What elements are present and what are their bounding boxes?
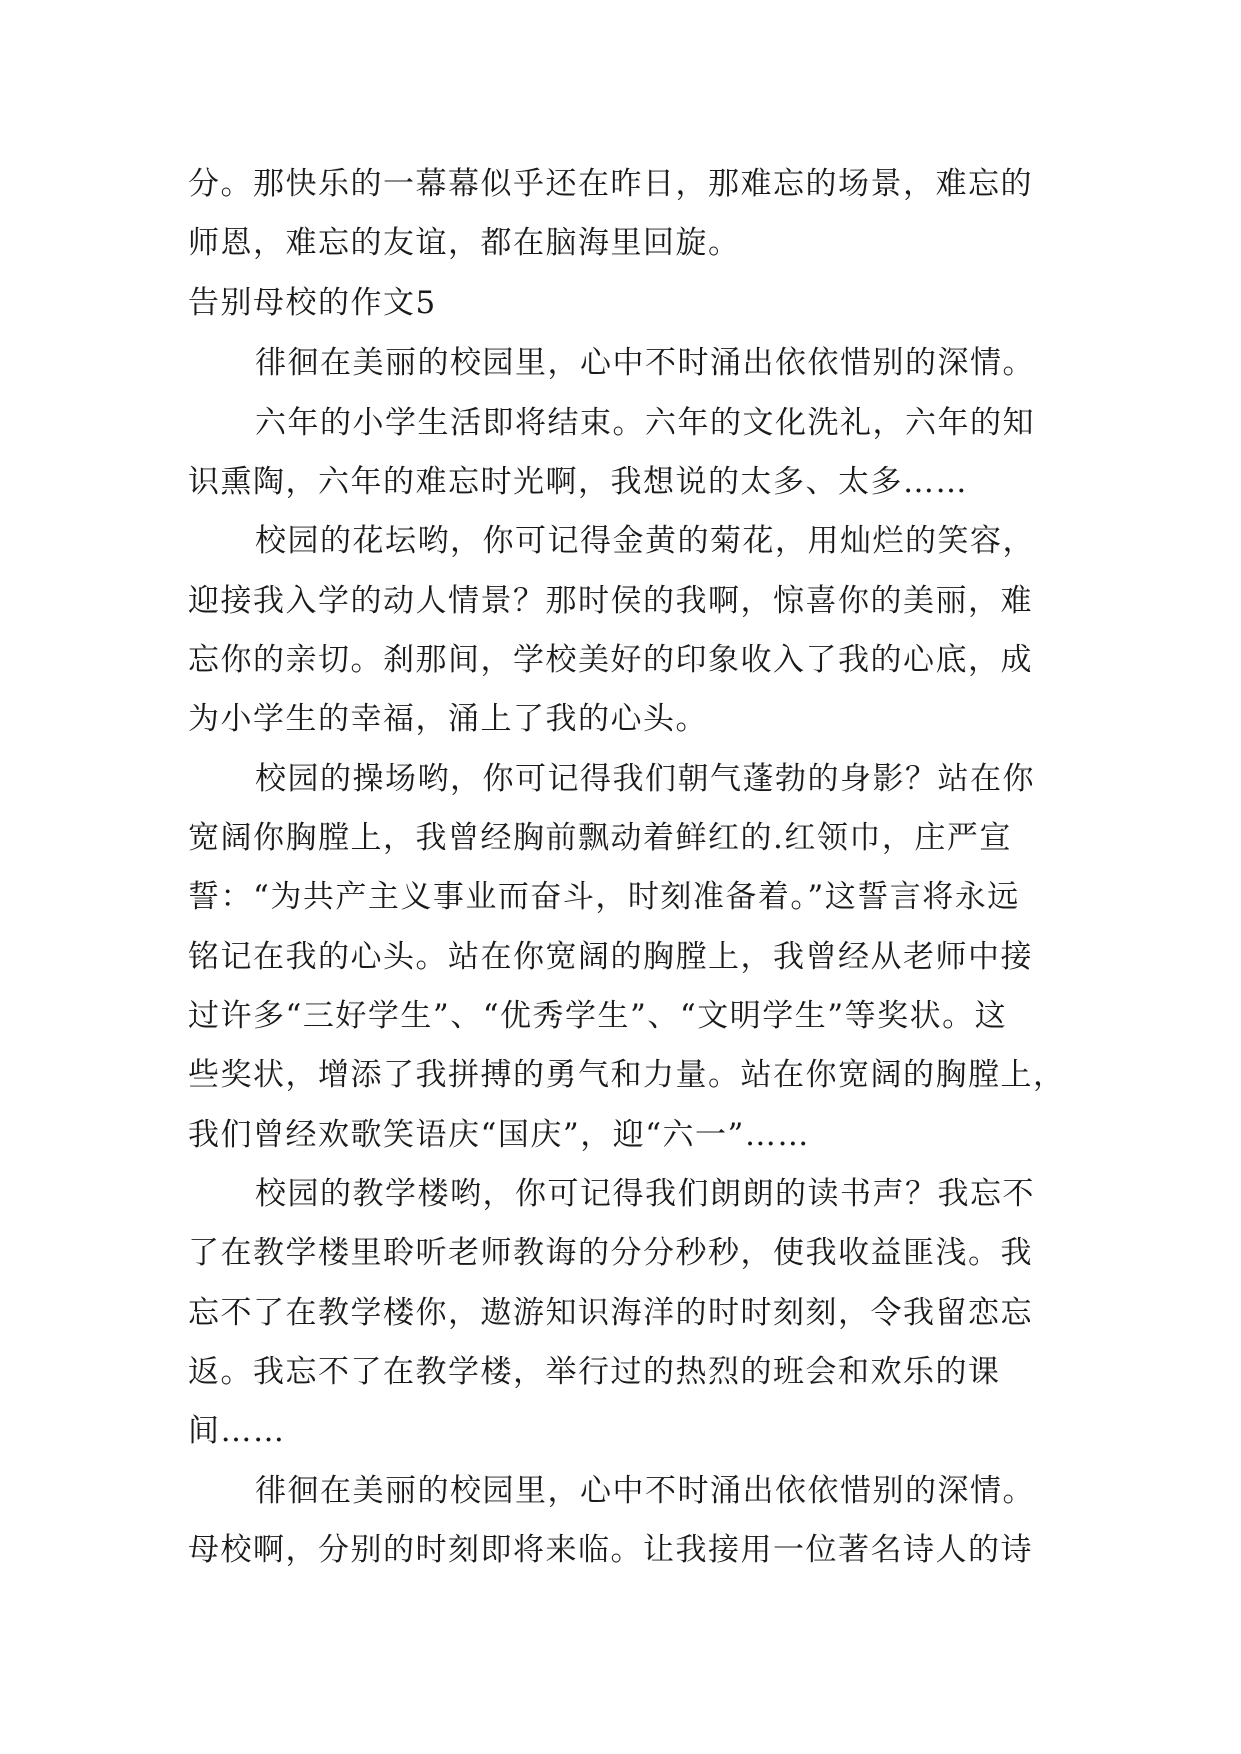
text-line: 识熏陶，六年的难忘时光啊，我想说的太多、太多…… bbox=[188, 464, 968, 500]
text-line: 校园的花坛哟，你可记得金黄的菊花，用灿烂的笑容， bbox=[255, 523, 1035, 559]
text-line: 誓：“为共产主义事业而奋斗，时刻准备着。”这誓言将永远 bbox=[188, 879, 1020, 915]
text-line: 忘你的亲切。刹那间，学校美好的印象收入了我的心底，成 bbox=[188, 642, 1033, 678]
text-line: 了在教学楼里聆听老师教诲的分分秒秒，使我收益匪浅。我 bbox=[188, 1235, 1033, 1271]
text-line: 六年的小学生活即将结束。六年的文化洗礼，六年的知 bbox=[255, 405, 1035, 441]
text-line: 为小学生的幸福，涌上了我的心头。 bbox=[188, 701, 708, 737]
text-line: 过许多“三好学生”、“优秀学生”、“文明学生”等奖状。这 bbox=[188, 998, 1008, 1034]
text-line: 徘徊在美丽的校园里，心中不时涌出依依惜别的深情。 bbox=[255, 1473, 1035, 1509]
text-line: 忘不了在教学楼你，遨游知识海洋的时时刻刻，令我留恋忘 bbox=[188, 1295, 1033, 1331]
text-line: 徘徊在美丽的校园里，心中不时涌出依依惜别的深情。 bbox=[255, 345, 1035, 381]
text-line: 师恩，难忘的友谊，都在脑海里回旋。 bbox=[188, 225, 741, 261]
text-line: 校园的操场哟，你可记得我们朝气蓬勃的身影？站在你 bbox=[255, 761, 1035, 797]
text-line: 我们曾经欢歌笑语庆“国庆”，迎“六一”…… bbox=[188, 1117, 810, 1153]
text-line: 迎接我入学的动人情景？那时侯的我啊，惊喜你的美丽，难 bbox=[188, 583, 1033, 619]
text-line: 分。那快乐的一幕幕似乎还在昨日，那难忘的场景，难忘的 bbox=[188, 166, 1033, 202]
text-line: 铭记在我的心头。站在你宽阔的胸膛上，我曾经从老师中接 bbox=[188, 939, 1033, 975]
text-line: 间…… bbox=[188, 1413, 286, 1449]
text-line: 宽阔你胸膛上，我曾经胸前飘动着鲜红的.红领巾，庄严宣 bbox=[188, 820, 1012, 856]
text-line: 校园的教学楼哟，你可记得我们朗朗的读书声？我忘不 bbox=[255, 1176, 1035, 1212]
section-heading: 告别母校的作文5 bbox=[188, 285, 437, 321]
text-line: 些奖状，增添了我拼搏的勇气和力量。站在你宽阔的胸膛上， bbox=[188, 1057, 1066, 1093]
text-line: 返。我忘不了在教学楼，举行过的热烈的班会和欢乐的课 bbox=[188, 1354, 1001, 1390]
text-line: 母校啊，分别的时刻即将来临。让我接用一位著名诗人的诗 bbox=[188, 1532, 1033, 1568]
